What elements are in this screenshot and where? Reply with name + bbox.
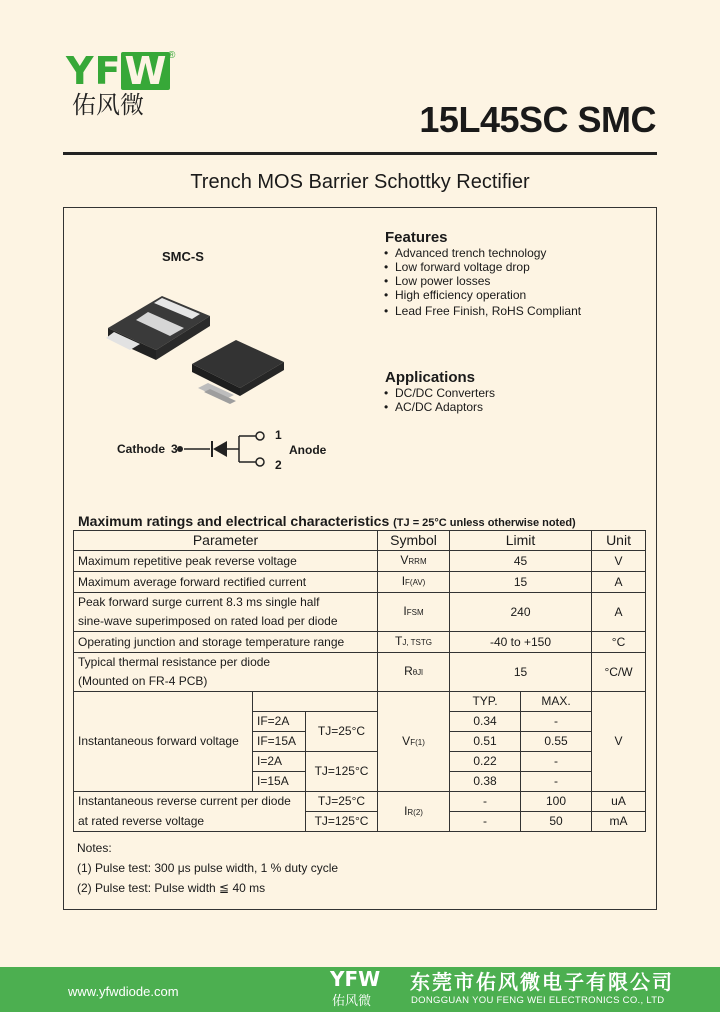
unit-cell: °C/W — [592, 653, 646, 692]
footer-website-link[interactable]: www.yfwdiode.com — [68, 984, 179, 999]
package-bottom-view — [192, 340, 284, 404]
symbol-text: T — [395, 634, 403, 648]
param-cell: at rated reverse voltage — [74, 812, 306, 832]
footer-logo: YFW — [330, 967, 381, 991]
header-parameter: Parameter — [74, 531, 378, 551]
symbol-sub: F(1) — [410, 737, 425, 747]
unit-cell: °C — [592, 632, 646, 653]
symbol-cell — [378, 692, 450, 792]
footer-company-cn: 东莞市佑风微电子有限公司 — [410, 970, 674, 994]
list-item: • Lead Free Finish, RoHS Compliant — [384, 304, 581, 318]
pin-2-label: 2 — [275, 458, 282, 472]
symbol-sub: J, TSTG — [402, 638, 432, 647]
symbol-text: V — [402, 733, 411, 748]
param-cell: Maximum repetitive peak reverse voltage — [74, 551, 378, 572]
param-cell: Operating junction and storage temperature range — [74, 632, 378, 653]
limit-cell: 15 — [450, 572, 592, 593]
unit-cell: mA — [592, 812, 646, 832]
header-divider — [63, 152, 657, 155]
package-side-view — [106, 296, 210, 360]
ratings-table — [73, 530, 646, 832]
max-cell: - — [521, 712, 592, 732]
footer-logo-cn: 佑风微 — [332, 994, 372, 1009]
pin-1-label: 1 — [275, 428, 282, 442]
param-cell: (Mounted on FR-4 PCB) — [74, 672, 378, 692]
footer-company-en: DONGGUAN YOU FENG WEI ELECTRONICS CO., LTD — [411, 995, 665, 1006]
page-subtitle: Trench MOS Barrier Schottky Rectifier — [190, 171, 530, 193]
table-row — [74, 551, 646, 572]
limit-cell: 240 — [450, 593, 592, 632]
limit-cell: 45 — [450, 551, 592, 572]
header-limit: Limit — [450, 531, 592, 551]
list-item: • DC/DC Converters — [384, 386, 495, 400]
table-row — [74, 792, 646, 812]
typ-cell: - — [450, 812, 521, 832]
current-cell: I=2A — [253, 752, 306, 772]
symbol-cell — [378, 572, 450, 593]
ratings-title — [78, 513, 576, 531]
table-row — [74, 632, 646, 653]
package-label: SMC-S — [162, 249, 204, 264]
unit-cell: uA — [592, 792, 646, 812]
current-cell: I=15A — [253, 772, 306, 792]
symbol-sub: θJl — [412, 668, 423, 677]
max-cell: - — [521, 752, 592, 772]
registered-mark: ® — [168, 50, 176, 61]
symbol-text: I — [404, 803, 408, 818]
temp-cell: TJ=125°C — [306, 752, 378, 792]
symbol-text: I — [403, 604, 407, 618]
typ-cell: 0.22 — [450, 752, 521, 772]
header-unit: Unit — [592, 531, 646, 551]
list-item: • High efficiency operation — [384, 288, 581, 302]
brand-logo-cn: 佑风微 — [72, 91, 144, 119]
param-cell: Instantaneous forward voltage — [74, 692, 253, 792]
typ-cell: 0.34 — [450, 712, 521, 732]
max-cell: 100 — [521, 792, 592, 812]
max-cell: 0.55 — [521, 732, 592, 752]
ratings-title-text: Maximum ratings and electrical characteristics — [78, 513, 390, 529]
symbol-cell — [378, 551, 450, 572]
temp-cell: TJ=25°C — [306, 792, 378, 812]
temp-cell: TJ=25°C — [306, 712, 378, 752]
list-item: • Low forward voltage drop — [384, 260, 581, 274]
symbol-sub: RRM — [408, 557, 427, 566]
table-row — [74, 692, 646, 712]
pin-3-label: 3 — [171, 442, 178, 456]
unit-cell: A — [592, 572, 646, 593]
features-title: Features — [385, 229, 448, 246]
anode-label: Anode — [289, 443, 327, 457]
param-cell: sine-wave superimposed on rated load per diode — [74, 612, 378, 632]
part-number: 15L45SC SMC — [419, 99, 656, 140]
symbol-text: V — [400, 553, 409, 567]
note-1: (1) Pulse test: 300 μs pulse width, 1 % duty cycle — [77, 861, 339, 875]
typ-header: TYP. — [450, 692, 521, 712]
notes — [77, 838, 338, 898]
current-cell: IF=15A — [253, 732, 306, 752]
symbol-cell — [378, 593, 450, 632]
param-cell: Maximum average forward rectified current — [74, 572, 378, 593]
table-header-row — [74, 531, 646, 551]
typ-cell: 0.38 — [450, 772, 521, 792]
max-cell: 50 — [521, 812, 592, 832]
symbol-sub: R(2) — [407, 807, 423, 817]
applications-title: Applications — [385, 369, 476, 386]
note-2: (2) Pulse test: Pulse width ≦ 40 ms — [77, 881, 266, 895]
max-cell: - — [521, 772, 592, 792]
temp-cell: TJ=125°C — [306, 812, 378, 832]
symbol-cell — [378, 792, 450, 832]
limit-cell: 15 — [450, 653, 592, 692]
blank-cell — [253, 692, 378, 712]
table-row — [74, 593, 646, 613]
symbol-sub: FSM — [406, 608, 424, 617]
param-cell: Peak forward surge current 8.3 ms single half — [74, 593, 378, 613]
applications-list — [384, 386, 495, 414]
unit-cell: V — [592, 692, 646, 792]
table-row — [74, 812, 646, 832]
notes-title: Notes: — [77, 841, 112, 855]
param-cell: Instantaneous reverse current per diode — [74, 792, 306, 812]
list-item: • Low power losses — [384, 274, 581, 288]
symbol-text: I — [401, 574, 406, 588]
features-list — [384, 246, 581, 318]
current-cell: IF=2A — [253, 712, 306, 732]
max-header: MAX. — [521, 692, 592, 712]
symbol-sub: F(AV) — [405, 578, 426, 587]
unit-cell: V — [592, 551, 646, 572]
limit-cell: -40 to +150 — [450, 632, 592, 653]
param-cell: Typical thermal resistance per diode — [74, 653, 378, 673]
ratings-condition: (TJ = 25°C unless otherwise noted) — [393, 517, 576, 529]
table-row — [74, 572, 646, 593]
typ-cell: - — [450, 792, 521, 812]
cathode-label: Cathode — [117, 442, 165, 456]
typ-cell: 0.51 — [450, 732, 521, 752]
symbol-cell — [378, 632, 450, 653]
list-item: • Advanced trench technology — [384, 246, 581, 260]
brand-logo: YFW — [66, 52, 170, 90]
list-item: • AC/DC Adaptors — [384, 400, 495, 414]
table-row — [74, 653, 646, 673]
symbol-cell — [378, 653, 450, 692]
package-drawing — [100, 292, 290, 412]
header-symbol: Symbol — [378, 531, 450, 551]
unit-cell: A — [592, 593, 646, 632]
symbol-text: R — [404, 664, 413, 678]
